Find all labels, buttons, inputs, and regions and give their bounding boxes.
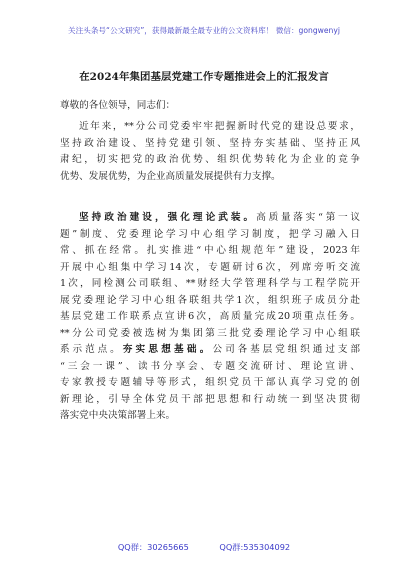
paragraph-political-building <box>60 210 360 425</box>
text-line: 坚持政治建设、坚持党建引领、坚持夯实基础、坚持正风 <box>60 137 360 149</box>
section-heading: 夯实思想基础。 <box>122 344 213 355</box>
text-line: 1次，同检测公司联组、**财经大学管理科学与工程学院开 <box>60 278 360 289</box>
qq-group-1: QQ群：30265665 <box>117 542 189 552</box>
text-line: 开展中心组集中学习14次，专题研讨6次，列席旁听交流 <box>60 261 360 273</box>
text-line: 基层党建工作联系点宣讲6次，高质量完成20项重点任务。 <box>60 311 360 322</box>
text-line: 肃纪，切实把党的政治优势、组织优势转化为企业的竞争 <box>60 154 360 165</box>
section-heading: 坚持政治建设，强化理论武装。 <box>79 212 257 223</box>
text-line <box>60 342 360 359</box>
qq-group-2: QQ群:535304092 <box>219 542 291 552</box>
text-fragment: 高质量落实“第一议 <box>256 212 361 223</box>
text-line <box>60 210 360 227</box>
text-line: “三会一课”、读书分享会、专题交流研讨、理论宣讲、 <box>60 360 360 372</box>
salutation: 尊敬的各位领导，同志们： <box>60 100 176 111</box>
text-line: 专家教授专题辅导等形式，组织党员干部认真学习党的创 <box>60 377 360 388</box>
text-line: 落实党中央决策部署上来。 <box>60 410 176 421</box>
footer-contact <box>0 542 408 553</box>
page-title: 在2024年集团基层党建工作专题推进会上的汇报发言 <box>79 71 329 83</box>
text-fragment: 公司各基层党组织通过支部 <box>212 344 361 355</box>
header-ad-text: 关注头条号“公文研究”，获得最新最全最专业的公文资料库！ 微信：gongwenyj <box>68 26 340 35</box>
text-line: 展党委理论学习中心组各联组共学1次，组织班子成员分赴 <box>60 294 360 306</box>
text-line: 优势、发展优势，为企业高质量发展提供有力支撑。 <box>60 170 281 182</box>
text-line: 常、抓在经常。扎实推进“中心组规范年”建设，2023年 <box>60 245 360 256</box>
text-line: 题”制度、党委理论学习中心组学习制度，把学习融入日 <box>60 228 360 240</box>
text-line: **分公司党委被选树为集团第三批党委理论学习中心组联 <box>60 327 360 339</box>
text-fragment: 系示范点。 <box>60 344 123 355</box>
text-line: 近年来，**分公司党委牢牢把握新时代党的建设总要求， <box>79 121 360 132</box>
paragraph-intro <box>60 119 360 185</box>
text-line: 新理论，引导全体党员干部把思想和行动统一到坚决贯彻 <box>60 393 360 405</box>
